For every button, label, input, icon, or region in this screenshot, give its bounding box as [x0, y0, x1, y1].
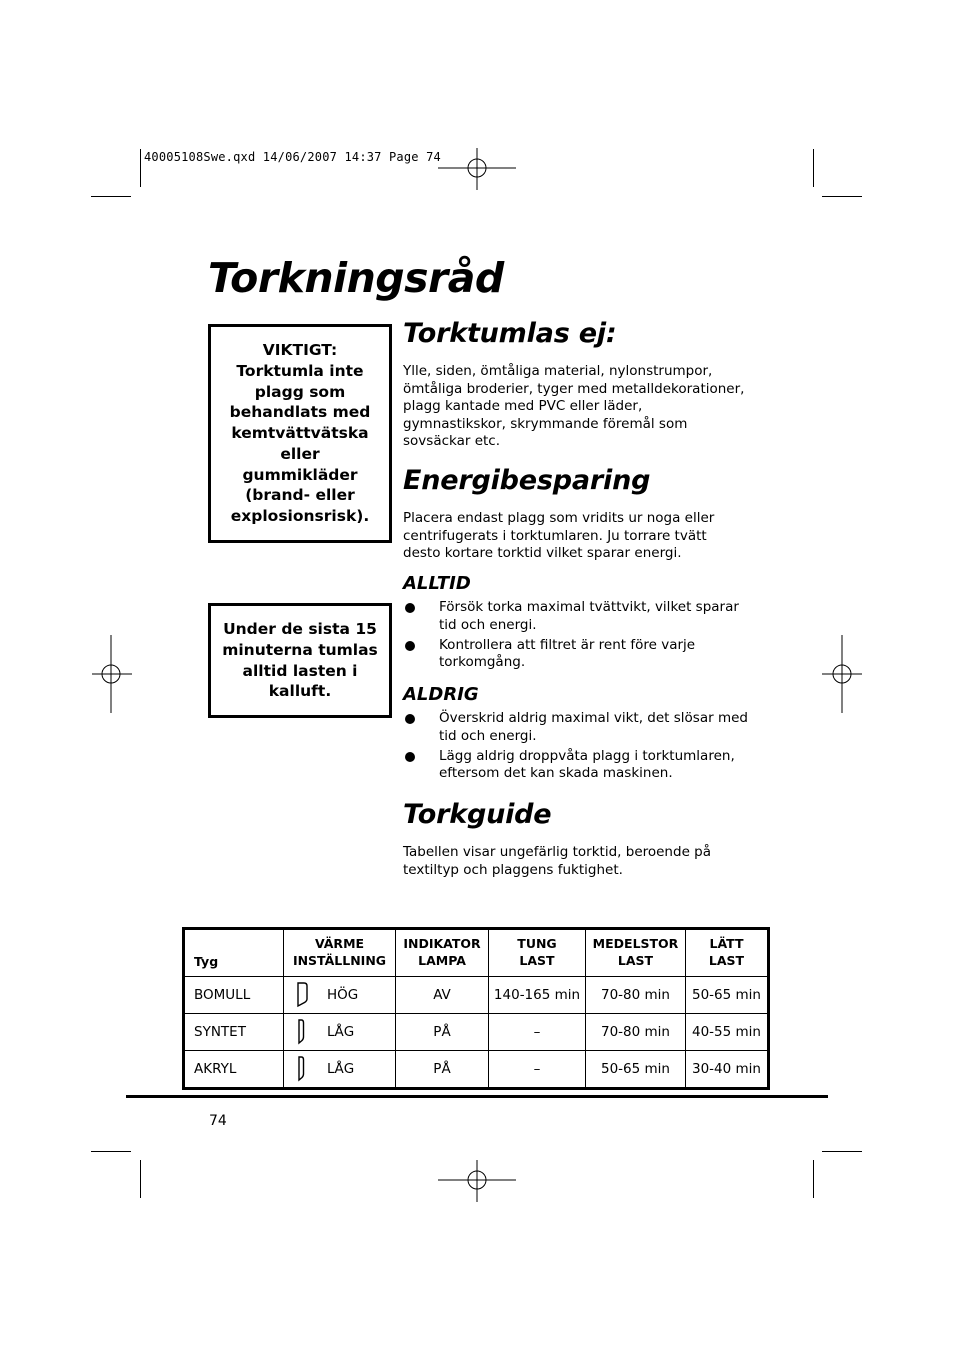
cell-heavy: – — [489, 1014, 586, 1051]
col-header-heat: VÄRME INSTÄLLNING — [284, 929, 396, 977]
print-slug: 40005108Swe.qxd 14/06/2007 14:37 Page 74 — [144, 150, 441, 164]
page-number: 74 — [209, 1113, 227, 1129]
bullet-icon — [405, 752, 415, 762]
cell-medium: 70-80 min — [586, 977, 686, 1014]
warning-line: gummikläder — [242, 465, 358, 484]
registration-mark-top-icon — [438, 148, 516, 190]
warning-line: eller — [280, 444, 320, 463]
bullet-icon — [405, 714, 415, 724]
registration-mark-right-icon — [822, 635, 862, 713]
low-heat-icon — [295, 1056, 309, 1082]
col-header-heavy: TUNG LAST — [489, 929, 586, 977]
warning-line: VIKTIGT: — [262, 340, 338, 359]
cooling-line: alltid lasten i — [242, 661, 358, 680]
cell-fabric: BOMULL — [184, 977, 284, 1014]
table-row — [184, 977, 769, 1014]
list-item: Kontrollera att filtret är rent före varje torkomgång. — [403, 637, 748, 672]
bullet-icon — [405, 641, 415, 651]
list-item: Överskrid aldrig maximal vikt, det slösar med tid och energi. — [403, 710, 748, 745]
cell-heavy: 140-165 min — [489, 977, 586, 1014]
no-tumble-text: Ylle, siden, ömtåliga material, nylonstrumpor, ömtåliga broderier, tyger med metalldekorationer, plagg kantade med PVC eller läder, gymnastikskor, skrymmande föremål som sovsäckar etc. — [403, 363, 745, 450]
warning-line: behandlats med — [229, 403, 371, 422]
cell-lamp: PÅ — [396, 1014, 489, 1051]
cell-fabric: AKRYL — [184, 1051, 284, 1089]
low-heat-icon — [295, 1019, 309, 1045]
cell-heat: HÖG — [284, 977, 396, 1014]
warning-box — [208, 324, 392, 543]
always-list — [403, 599, 748, 674]
col-header-light: LÄTT LAST — [686, 929, 769, 977]
cell-lamp: PÅ — [396, 1051, 489, 1089]
table-row — [184, 1014, 769, 1051]
warning-line: (brand- eller — [245, 486, 355, 505]
cell-medium: 50-65 min — [586, 1051, 686, 1089]
cell-light: 40-55 min — [686, 1014, 769, 1051]
cell-lamp: AV — [396, 977, 489, 1014]
heading-always: ALLTID — [403, 573, 471, 594]
heading-never: ALDRIG — [403, 684, 479, 705]
cell-fabric: SYNTET — [184, 1014, 284, 1051]
footer-rule — [126, 1095, 828, 1098]
col-header-lamp: INDIKATOR LAMPA — [396, 929, 489, 977]
registration-mark-left-icon — [92, 635, 132, 713]
guide-text: Tabellen visar ungefärlig torktid, beroende på textiltyp och plaggens fuktighet. — [403, 844, 712, 878]
col-header-fabric: Tyg — [184, 929, 284, 977]
never-list — [403, 710, 748, 785]
cell-medium: 70-80 min — [586, 1014, 686, 1051]
bullet-icon — [405, 603, 415, 613]
heading-no-tumble: Torktumlas ej: — [403, 318, 617, 349]
cell-heavy: – — [489, 1051, 586, 1089]
warning-line: explosionsrisk). — [230, 507, 370, 526]
drying-guide-table — [182, 927, 770, 1090]
registration-mark-bottom-icon — [438, 1160, 516, 1202]
heading-energy: Energibesparing — [403, 465, 651, 496]
warning-line: Torktumla inte — [236, 361, 364, 380]
list-item: Lägg aldrig droppvåta plagg i torktumlaren, eftersom det kan skada maskinen. — [403, 748, 748, 783]
cooling-box — [208, 603, 392, 718]
warning-line: kemtvättvätska — [231, 424, 369, 443]
page-title: Torkningsråd — [208, 254, 504, 302]
cell-light: 30-40 min — [686, 1051, 769, 1089]
cooling-line: Under de sista 15 — [223, 619, 377, 638]
warning-line: plagg som — [254, 382, 346, 401]
list-item: Försök torka maximal tvättvikt, vilket sparar tid och energi. — [403, 599, 748, 634]
col-header-medium: MEDELSTOR LAST — [586, 929, 686, 977]
cooling-line: kalluft. — [268, 682, 332, 701]
cell-light: 50-65 min — [686, 977, 769, 1014]
cell-heat: LÅG — [284, 1014, 396, 1051]
cooling-line: minuterna tumlas — [222, 640, 378, 659]
table-header-row — [184, 929, 769, 977]
cell-heat: LÅG — [284, 1051, 396, 1089]
heading-guide: Torkguide — [403, 799, 552, 830]
energy-text: Placera endast plagg som vridits ur noga eller centrifugerats i torktumlaren. Ju torrare tvätt desto kortare torktid vilket sparar energi. — [403, 510, 715, 562]
table-row — [184, 1051, 769, 1089]
high-heat-icon — [295, 982, 309, 1008]
